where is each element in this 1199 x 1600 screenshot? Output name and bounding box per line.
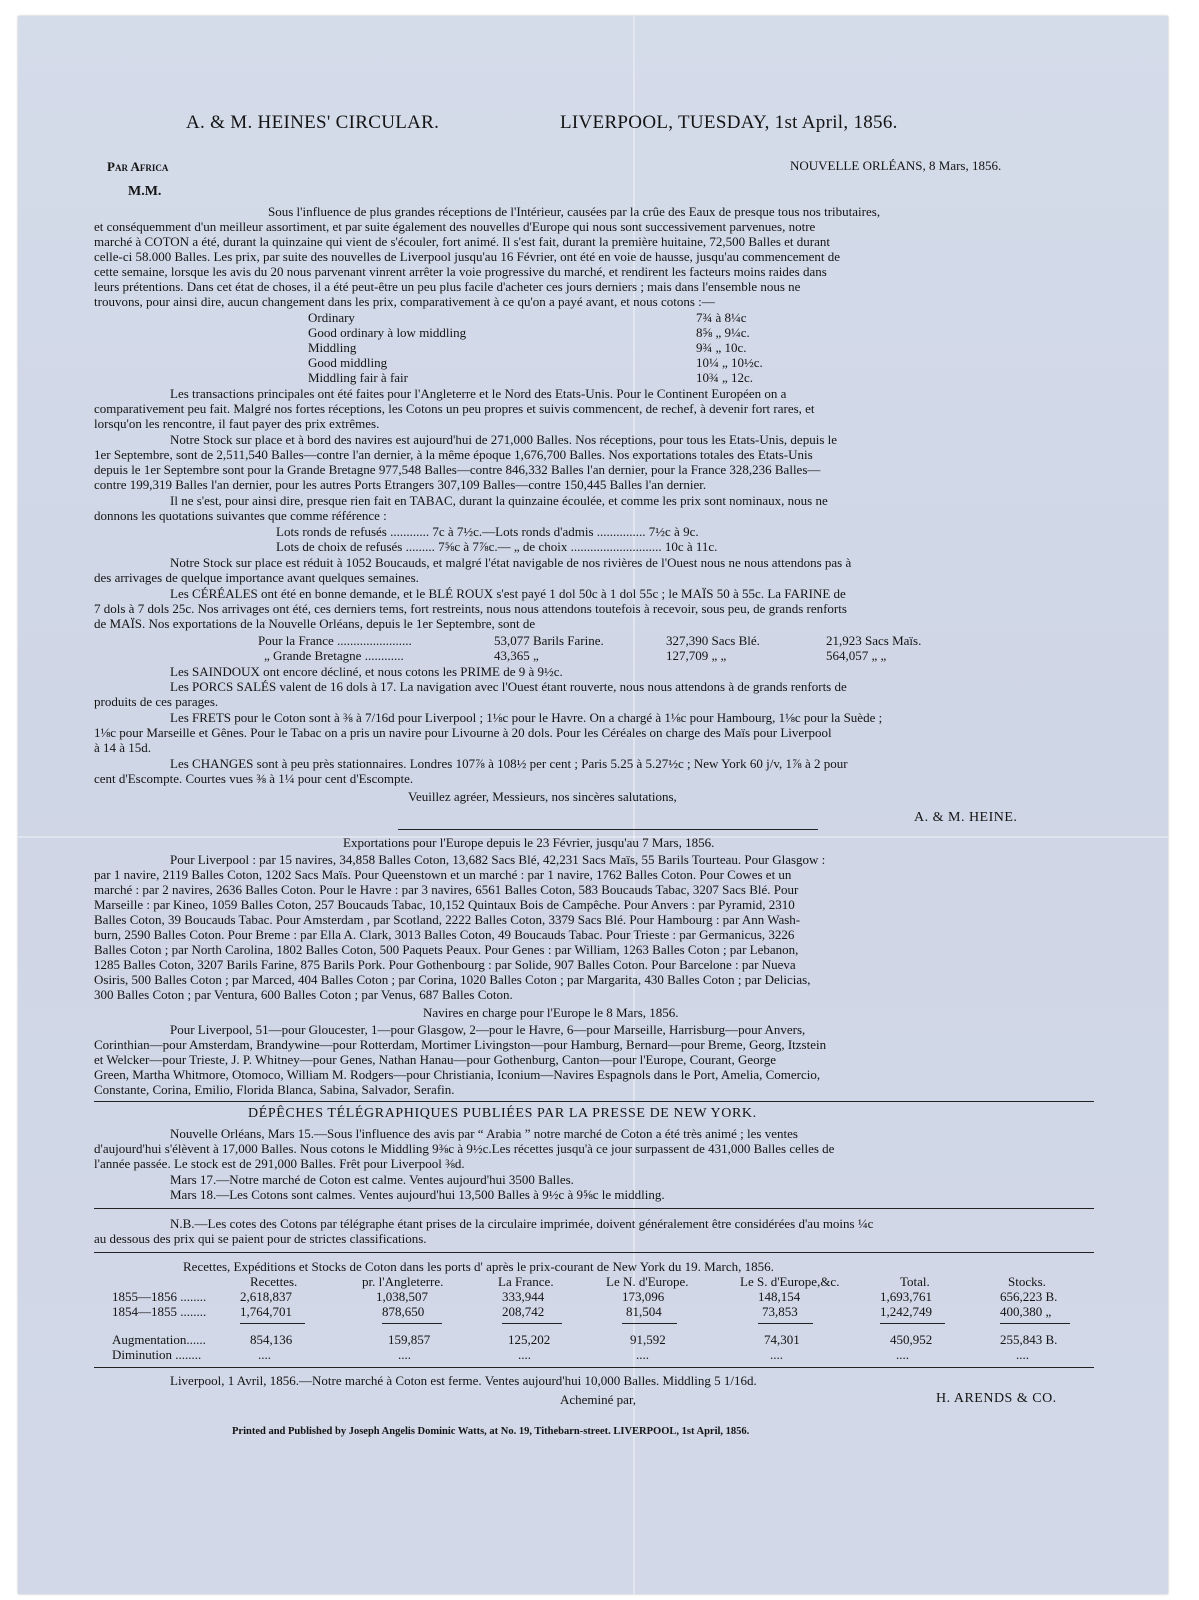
closing-line: Veuillez agréer, Messieurs, nos sincères salutations, (408, 789, 677, 804)
divider (94, 1367, 1094, 1368)
stats-header: Total. (900, 1274, 930, 1289)
liverpool-report: Liverpool, 1 Avril, 1856.—Notre marché à Coton est ferme. Ventes aujourd'hui 10,000 Balles. Middling 5 1/16d. (170, 1373, 757, 1388)
quote-price: 10¾ „ 12c. (696, 370, 754, 385)
telegraph-title: DÉPÊCHES TÉLÉGRAPHIQUES PUBLIÉES PAR LA PRESSE DE NEW YORK. (248, 1106, 757, 1121)
quote-grade: Middling fair à fair (308, 370, 408, 385)
stats-header: Le N. d'Europe. (606, 1274, 689, 1289)
signature-heine: A. & M. HEINE. (914, 810, 1018, 825)
quote-grade: Middling (308, 340, 357, 355)
tabac-quote: Lots de choix de refusés ......... 7⅝c à 7⅞c.— „ de choix ............................ 10c à 11c. (276, 539, 718, 554)
stats-header: pr. l'Angleterre. (362, 1274, 444, 1289)
tabac-quote: Lots ronds de refusés ............ 7c à 7½c.—Lots ronds d'admis ............... 7½c à 9c. (276, 524, 699, 539)
par-ship: Par Africa (107, 159, 169, 174)
stats-row-label: Augmentation...... (112, 1332, 206, 1347)
divider (94, 1252, 1094, 1253)
quote-price: 9¾ „ 10c. (696, 340, 747, 355)
quote-price: 8⅝ „ 9¼c. (696, 325, 750, 340)
quote-price: 10¼ „ 10½c. (696, 355, 763, 370)
quote-grade: Good middling (308, 355, 388, 370)
printer-line: Printed and Published by Joseph Angelis Dominic Watts, at No. 19, Tithebarn-street. LIVERPOOL, 1st April, 1856. (232, 1426, 750, 1437)
exports-title: Exportations pour l'Europe depuis le 23 Février, jusqu'au 7 Mars, 1856. (343, 835, 715, 850)
signature-arends: H. ARENDS & CO. (936, 1391, 1057, 1406)
stats-header: La France. (498, 1274, 554, 1289)
divider (398, 829, 818, 830)
stats-title: Recettes, Expéditions et Stocks de Coton dans les ports d' après le prix-courant de New York du 19. March, 1856. (183, 1259, 774, 1274)
quote-price: 7¾ à 8¼c (696, 310, 747, 325)
stats-row-label: 1854—1855 ........ (112, 1304, 207, 1319)
stats-header: Stocks. (1008, 1274, 1046, 1289)
salutation: M.M. (128, 184, 162, 199)
stats-row-label: 1855—1856 ........ (112, 1289, 207, 1304)
divider (94, 1208, 1094, 1209)
stats-header: Recettes. (250, 1274, 298, 1289)
origin-date: NOUVELLE ORLÉANS, 8 Mars, 1856. (790, 158, 1002, 173)
stats-row-label: Diminution ........ (112, 1347, 202, 1362)
quote-grade: Ordinary (308, 310, 355, 325)
document-page: A. & M. HEINES' CIRCULAR. LIVERPOOL, TUESDAY, 1st April, 1856. Par Africa NOUVELLE ORLÉANS, 8 Mars, 1856. M.M. Sous l'influence de plus grandes réceptions de l'Intérieur, causées par la crûe des Eaux de presque tous nos tributaires, et conséquemment d'un meilleur assortiment, et par suite également des nouvelles d'Europe qui nous sont successivement parvenues, notre marché à COTON a été, durant la quinzaine qui vient de s'écouler, fort animé. Il s'est fait, durant la première huitaine, 72,500 Balles et durant celle-ci 58.000 Balles. Les prix, par suite des nouvelles de Liverpool jusqu'au 16 Février, ont été en voie de hausse, jusqu'au commencement de cette semaine, lorsque les avis du 20 nous parvenant vinrent arrêter la voie progressive du marché, et rendirent les facteurs moins raides dans leurs prétentions. Dans cet état de choses, il a été peut-être un peu plus facile d'acheter ces jours derniers ; mais dans l'ensemble nous ne trouvons, pour ainsi dire, aucun changement dans les prix, comparativement à ce qu'on a payé avant, et nous cotons :— Ordinary 7¾ à 8¼c Good ordinary à low middling 8⅝ „ 9¼c. Middling 9¾ „ 10c. Good middling 10¼ „ 10½c. Middling fair à fair 10¾ „ 12c. Les transactions principales ont été faites pour l'Angleterre et le Nord des Etats-Unis. Pour le Continent Européen on a comparativement peu fait. Malgré nos fortes réceptions, les Cotons un peu propres et suivis commencent, de rechef, à devenir fort rares, et lorsqu'on les rencontre, il faut payer des prix extrêmes. Notre Stock sur place et à bord des navires est aujourd'hui de 271,000 Balles. Nos réceptions, pour tous les Etats-Unis, depuis le 1er Septembre, sont de 2,511,540 Balles—contre l'an dernier, à la même époque 1,676,700 Balles. Nos exportations totales des Etats-Unis depuis le 1er Septembre sont pour la Grande Bretagne 977,548 Balles—contre 846,332 Balles l'an dernier, pour la France 328,236 Balles— contre 199,319 Balles l'an dernier, pour les autres Ports Etrangers 307,109 Balles—contre 150,445 Balles l'an dernier. Il ne s'est, pour ainsi dire, presque rien fait en TABAC, durant la quinzaine écoulée, et comme les prix sont nominaux, nous ne donnons les quotations suivantes que comme référence : Lots ronds de refusés ............ 7c à 7½c.—Lots ronds d'admis ............... 7½c à 9c. Lots de choix de refusés ......... 7⅝c à 7⅞c.— „ de choix ............................ 10c à 11c. Notre Stock sur place est réduit à 1052 Boucauds, et malgré l'état navigable de nos rivières de l'Ouest nous ne nous attendons pas à des arrivages de quelque importance avant quelques semaines. Les CÉRÉALES ont été en bonne demande, et le BLÉ ROUX s'est payé 1 dol 50c à 1 dol 55c ; le MAÏS 50 à 55c. La FARINE de 7 dols à 7 dols 25c. Nos arrivages ont été, ces derniers tems, fort restreints, nous nous attendons toutefois à recevoir, sous peu, de grands renforts de MAÏS. Nos exportations de la Nouvelle Orléans, depuis le 1er Septembre, sont de Pour la France ....................... 53,077 Barils Farine. 327,390 Sacs Blé. 21,923 Sacs Maïs. „ Grande Bretagne ............ 43,365 „ 127,709 „ „ 564,057 „ „ Les SAINDOUX ont encore décliné, et nous cotons les PRIME de 9 à 9½c. Les PORCS SALÉS valent de 16 dols à 17. La navigation avec l'Ouest étant rouverte, nous nous attendons à de grands renforts de produits de ces parages. Les FRETS pour le Coton sont à ⅜ à 7/16d pour Liverpool ; 1⅛c pour le Havre. On a chargé à 1⅛c pour Hambourg, 1⅛c pour la Suède ; 1⅛c pour Marseille et Gênes. Pour le Tabac on a pris un navire pour Livourne à 20 dols. Pour les Céréales on charge des Maïs pour Liverpool à 14 à 15d. Les CHANGES sont à peu près stationnaires. Londres 107⅞ à 108½ per cent ; Paris 5.25 à 5.27½c ; New York 60 j/v, 1⅞ à 2 pour cent d'Escompte. Courtes vues ⅜ à 1¼ pour cent d'Escompte. Veuillez agréer, Messieurs, nos sincères salutations, A. & M. HEINE. Exportations pour l'Europe depuis le 23 Février, jusqu'au 7 Mars, 1856. Pour Liverpool : par 15 navires, 34,858 Balles Coton, 13,682 Sacs Blé, 42,231 Sacs Maïs, 55 Barils Tourteau. Pour Glasgow : par 1 navire, 2119 Balles Coton, 1202 Sacs Maïs. Pour Queenstown et un marché : par 1 navire, 1762 Balles Coton. Pour Cowes et un marché : par 2 navires, 2636 Balles Coton. Pour le Havre : par 3 navires, 6561 Balles Coton, 583 Boucauds Tabac, 3207 Sacs Blé. Pour Marseille : par Kineo, 1059 Balles Coton, 257 Boucauds Tabac, 10,152 Quintaux Bois de Campêche. Pour Anvers : par Pyramid, 2310 Balles Coton, 39 Boucauds Tabac. Pour Amsterdam , par Scotland, 2222 Balles Coton, 3379 Sacs Blé. Pour Hambourg : par Ann Wash- burn, 2590 Balles Coton. Pour Breme : par Ella A. Clark, 3013 Balles Coton, 49 Boucauds Tabac. Pour Trieste : par Germanicus, 3226 Balles Coton ; par North Carolina, 1802 Balles Coton, 500 Paquets Peaux. Pour Genes : par William, 1263 Balles Coton ; par Lebanon, 1285 Balles Coton, 3207 Barils Farine, 875 Barils Pork. Pour Gothenbourg : par Solide, 907 Balles Coton. Pour Barcelone : par Nueva Osiris, 500 Balles Coton ; par Marced, 404 Balles Coton ; par Corina, 1020 Balles Coton ; par Margarita, 430 Balles Coton ; par Delicias, 300 Balles Coton ; par Ventura, 600 Balles Coton ; par Venus, 687 Balles Coton. Navires en charge pour l'Europe le 8 Mars, 1856. Pour Liverpool, 51—pour Gloucester, 1—pour Glasgow, 2—pour le Havre, 6—pour Marseille, Harrisburg—pour Anvers, Corinthian—pour Amsterdam, Brandywine—pour Rotterdam, Mortimer Livingston—pour Hamburg, Bernard—pour Breme, Georg, Itzstein et Welcker—pour Trieste, J. P. Whitney—pour Genes, Nathan Hanau—pour Gothenburg, Canton—pour l'Europe, Courant, George Green, Martha Whitmore, Otomoco, William M. Rodgers—pour Christiania, Iconium—Navires Espagnols dans le Port, Amelia, Comercio, Constante, Corina, Emilio, Florida Blanca, Sabina, Salvador, Serafin. DÉPÊCHES TÉLÉGRAPHIQUES PUBLIÉES PAR LA PRESSE DE NEW YORK. Nouvelle Orléans, Mars 15.—Sous l'influence des avis par “ Arabia ” notre marché de Coton a été très animé ; les ventes d'aujourd'hui s'élèvent à 17,000 Balles. Nous cotons le Middling 9⅜c à 9½c.Les récettes jusqu'à ce jour surpassent de 431,000 Balles celles de l'année passée. Le stock est de 291,000 Balles. Frêt pour Liverpool ⅜d. Mars 17.—Notre marché de Coton est calme. Ventes aujourd'hui 3500 Balles. Mars 18.—Les Cotons sont calmes. Ventes aujourd'hui 13,500 Balles à 9½c à 9⅝c le middling. N.B.—Les cotes des Cotons par télégraphe étant prises de la circulaire imprimée, doivent généralement être considérées d'au moins ¼c au dessous des prix qui se paient pour de strictes classifications. Recettes, Expéditions et Stocks de Coton dans les ports d' après le prix-courant de New York du 19. March, 1856. Recettes. pr. l'Angleterre. La France. Le N. d'Europe. Le S. d'Europe,&c. Total. Stocks. 1855—1856 ........ 2,618,837 1,038,507 333,944 173,096 148,154 1,693,761 656,223 B. 1854—1855 ........ 1,764,701 878,650 208,742 81,504 73,853 1,242,749 400,380 „ Augmentation...... 854,136 159,857 125,202 91,592 74,301 450,952 255,843 B. Diminution ........ .... .... .... .... .... .... .... Liverpool, 1 Avril, 1856.—Notre marché à Coton est ferme. Ventes aujourd'hui 10,000 Balles. Middling 5 1/16d. Acheminé par, H. ARENDS & CO. Printed and Published by Joseph Angelis Dominic Watts, at No. 19, Tithebarn-street. LIVERPOOL, 1st April, 1856. (18, 16, 1168, 1594)
circular-title: A. & M. HEINES' CIRCULAR. (186, 112, 440, 133)
stats-header: Le S. d'Europe,&c. (740, 1274, 840, 1289)
ships-title: Navires en charge pour l'Europe le 8 Mars, 1856. (423, 1005, 679, 1020)
quote-grade: Good ordinary à low middling (308, 325, 467, 340)
divider (94, 1101, 1094, 1102)
achemine-par: Acheminé par, (560, 1392, 637, 1407)
circular-date: LIVERPOOL, TUESDAY, 1st April, 1856. (560, 112, 898, 133)
